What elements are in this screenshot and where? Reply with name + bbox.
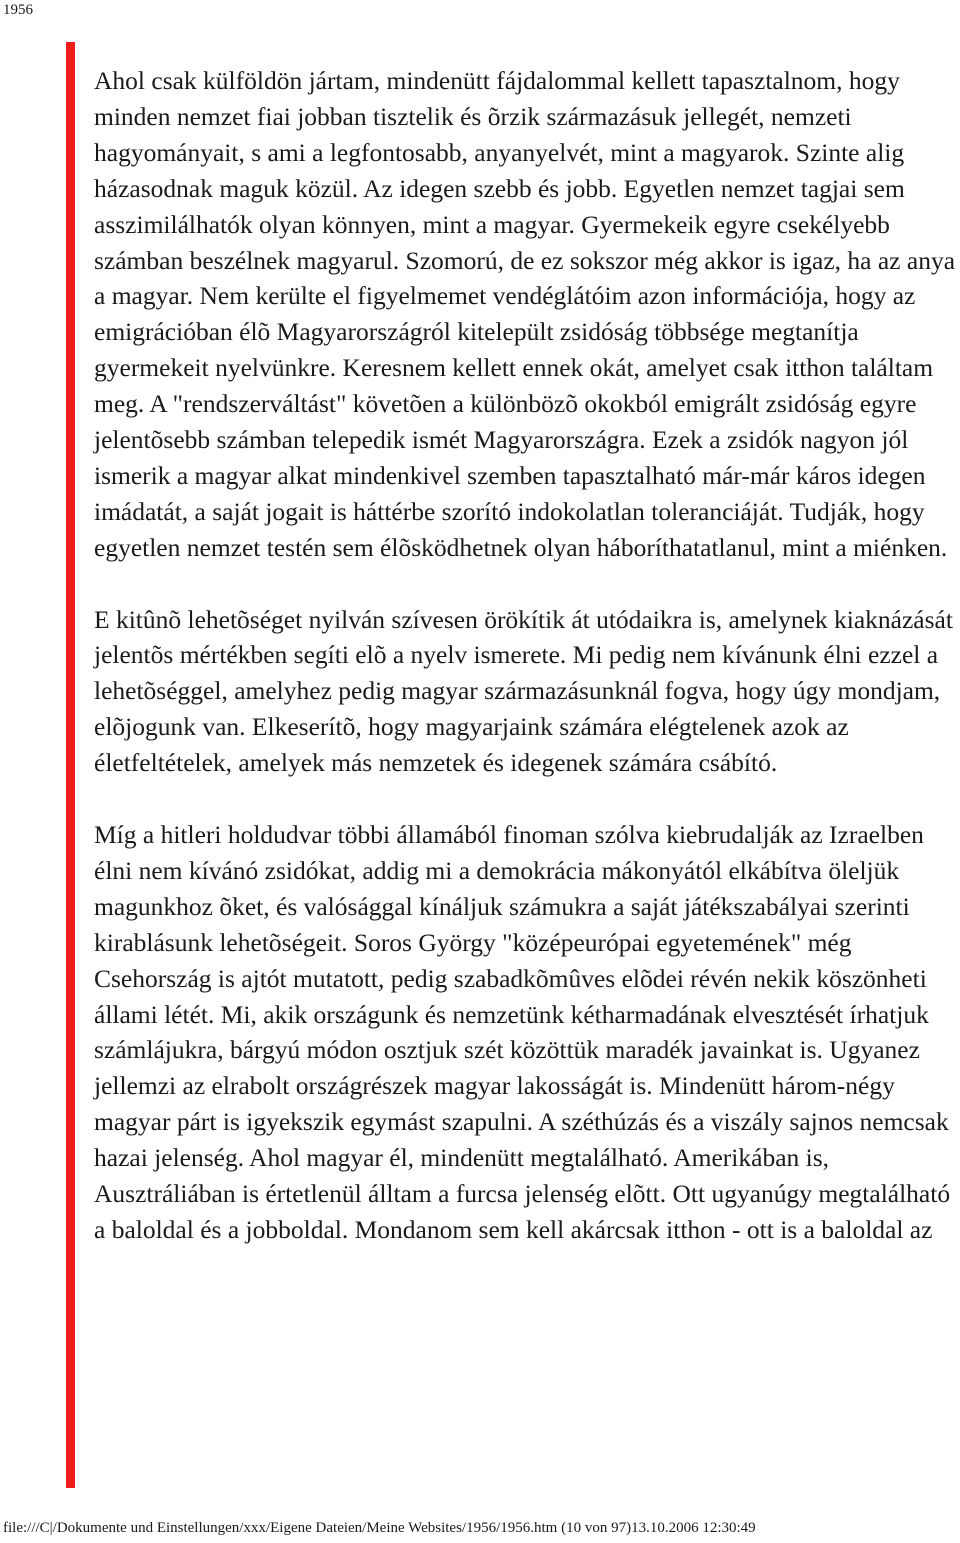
accent-bar	[66, 42, 75, 1488]
paragraph: Ahol csak külföldön jártam, mindenütt fájdalommal kellett tapasztalnom, hogy minden nemzet fiai jobban tisztelik és õrzik származásuk jellegét, nemzeti hagyományait, s ami a legfontosabb, anyanyelvét, mint a magyarok. Szinte alig házasodnak maguk közül. Az idegen szebb és jobb. Egyetlen nemzet tagjai sem asszimilálhatók olyan könnyen, mint a magyar. Gyermekeik egyre csekélyebb számban beszélnek magyarul. Szomorú, de ez sokszor még akkor is igaz, ha az anya a magyar. Nem kerülte el figyelmemet vendéglátóim azon információja, hogy az emigrációban élõ Magyarországról kitelepült zsidóság többsége megtanítja gyermekeit nyelvünkre. Keresnem kellett ennek okát, amelyet csak itthon találtam meg. A "rendszerváltást" követõen a különbözõ okokból emigrált zsidóság egyre jelentõsebb számban telepedik ismét Magyarországra. Ezek a zsidók nagyon jól ismerik a magyar alkat mindenkivel szemben tapasztalható már-már káros idegen imádatát, a saját jogait is háttérbe szorító indokolatlan toleranciáját. Tudják, hogy egyetlen nemzet testén sem élõsködhetnek olyan háboríthatatlanul, mint a miénken.	[94, 66, 956, 562]
file-path-footer: file:///C|/Dokumente und Einstellungen/xxx/Eigene Dateien/Meine Websites/1956/1956.htm (10 von 97)13.10.2006 12:30:49	[3, 1520, 756, 1536]
article-body	[94, 63, 960, 1284]
page-header-title: 1956	[3, 2, 33, 18]
paragraph: Míg a hitleri holdudvar többi államából finoman szólva kiebrudalják az Izraelben élni nem kívánó zsidókat, addig mi a demokrácia mákonyától elkábítva öleljük magunkhoz õket, és valósággal kínáljuk számukra a saját játékszabályai szerinti kirablásunk lehetõségeit. Soros György "középeurópai egyetemének" még Csehország is ajtót mutatott, pedig szabadkõmûves elõdei révén nekik köszönheti állami létét. Mi, akik országunk és nemzetünk kétharmadának elvesztését írhatjuk számlájukra, bárgyú módon osztjuk szét közöttük maradék javainkat is. Ugyanez jellemzi az elrabolt országrészek magyar lakosságát is. Mindenütt három-négy magyar párt is igyekszik egymást szapulni. A széthúzás és a viszály sajnos nemcsak hazai jelenség. Ahol magyar él, mindenütt megtalálható. Amerikában is, Ausztráliában is értetlenül álltam a furcsa jelenség elõtt. Ott ugyanúgy megtalálható a baloldal és a jobboldal. Mondanom sem kell akárcsak itthon - ott is a baloldal az	[94, 820, 951, 1244]
paragraph: E kitûnõ lehetõséget nyilván szívesen örökítik át utódaikra is, amelynek kiaknázását jelentõs mértékben segíti elõ a nyelv ismerete. Mi pedig nem kívánunk élni ezzel a lehetõséggel, amelyhez pedig magyar származásunknál fogva, hogy úgy mondjam, elõjogunk van. Elkeserítõ, hogy magyarjaink számára elégtelenek azok az életfeltételek, amelyek más nemzetek és idegenek számára csábító.	[94, 604, 953, 778]
